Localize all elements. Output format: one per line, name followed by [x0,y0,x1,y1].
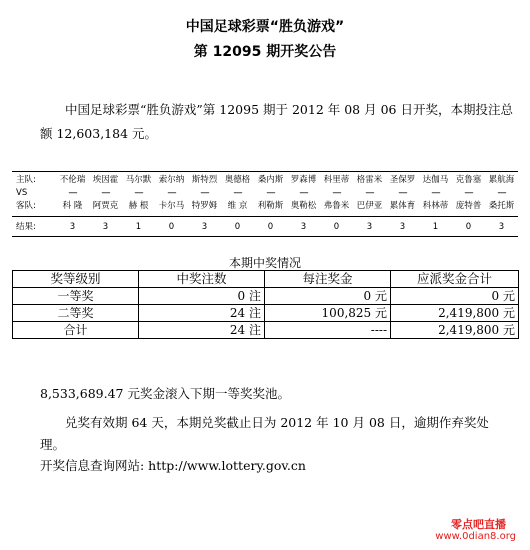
match-cell-away: 科 隆 [56,200,89,217]
match-cell-vs: ---- [299,188,308,198]
header-per-prize: 每注奖金 [265,271,391,288]
match-cell-result: 3 [56,217,89,237]
prize-per: 100,825 元 [265,305,391,322]
prize-total: 2,419,800 元 [391,305,519,322]
match-row-home [12,172,518,188]
match-row-label: VS [16,188,28,198]
prize-table-caption: 本期中奖情况 [228,256,301,270]
match-cell-away: 维 京 [221,200,254,217]
match-table [12,171,518,237]
match-cell-home: 马尔默 [122,172,155,188]
match-cell-home: 不伦瑞 [56,172,89,188]
match-cell-vs: ---- [101,188,110,198]
match-cell-result: 0 [254,217,287,237]
match-cell-result: 1 [122,217,155,237]
match-cell-result: 3 [188,217,221,237]
match-row-result [12,217,518,237]
match-row-vs [12,187,518,200]
match-cell-vs: ---- [233,188,242,198]
rollover-note: 8,533,689.47 元奖金滚入下期一等奖奖池。 [40,386,290,401]
match-cell-result: 0 [320,217,353,237]
match-cell-result: 3 [485,217,518,237]
header-level: 奖等级别 [13,271,139,288]
announcement-title: 中国足球彩票“胜负游戏” [185,19,345,35]
match-cell-home: 格雷米 [353,172,386,188]
match-cell-result: 0 [452,217,485,237]
prize-header-row [13,271,519,288]
match-row-label: 结果: [12,217,56,237]
match-cell-away: 赫 根 [122,200,155,217]
match-cell-home: 克鲁塞 [452,172,485,188]
header-count: 中奖注数 [139,271,265,288]
prize-row-total [13,322,519,339]
prize-total: 0 元 [391,288,519,305]
match-cell-result: 3 [287,217,320,237]
match-cell-vs: ---- [464,188,473,198]
match-cell-result: 3 [353,217,386,237]
prize-total: 2,419,800 元 [391,322,519,339]
match-cell-vs: ---- [365,188,374,198]
match-cell-away: 累体育 [386,200,419,217]
match-cell-home: 奥德格 [221,172,254,188]
match-cell-vs: ---- [68,188,77,198]
prize-table [12,270,519,339]
match-cell-home: 达伽马 [419,172,452,188]
match-cell-vs: ---- [431,188,440,198]
match-cell-home: 科里蒂 [320,172,353,188]
match-row-away [12,200,518,217]
match-cell-away: 利勒斯 [254,200,287,217]
match-cell-away: 巴伊亚 [353,200,386,217]
match-cell-away: 阿贾克 [89,200,122,217]
match-cell-away: 桑托斯 [485,200,518,217]
prize-count: 24 注 [139,305,265,322]
match-cell-away: 卡尔马 [155,200,188,217]
watermark-url: www.0dian8.org [435,531,516,542]
prize-count: 24 注 [139,322,265,339]
match-cell-home: 圣保罗 [386,172,419,188]
prize-count: 0 注 [139,288,265,305]
match-cell-home: 桑内斯 [254,172,287,188]
prize-row-first [13,288,519,305]
match-cell-vs: ---- [332,188,341,198]
match-cell-vs: ---- [200,188,209,198]
prize-per: ---- [265,322,391,339]
prize-level: 合计 [13,322,139,339]
match-cell-vs: ---- [266,188,275,198]
match-cell-home: 斯特烈 [188,172,221,188]
match-cell-vs: ---- [497,188,506,198]
match-cell-home: 索尔纳 [155,172,188,188]
match-cell-away: 科林蒂 [419,200,452,217]
announcement-subtitle: 第 12095 期开奖公告 [193,44,337,60]
prize-level: 二等奖 [13,305,139,322]
match-cell-result: 3 [89,217,122,237]
match-cell-away: 特罗姆 [188,200,221,217]
match-cell-vs: ---- [134,188,143,198]
prize-per: 0 元 [265,288,391,305]
match-cell-away: 庞特普 [452,200,485,217]
match-cell-vs: ---- [167,188,176,198]
prize-level: 一等奖 [13,288,139,305]
match-cell-away: 弗鲁米 [320,200,353,217]
watermark-title: 零点吧直播 [451,518,506,531]
match-row-label: 客队: [12,200,56,217]
match-cell-result: 3 [386,217,419,237]
match-cell-result: 0 [155,217,188,237]
validity-note: 兑奖有效期 64 天，本期兑奖截止日为 2012 年 10 月 08 日，逾期作弃奖处理。 [40,415,489,452]
match-cell-result: 1 [419,217,452,237]
match-cell-home: 罗森博 [287,172,320,188]
prize-row-second [13,305,519,322]
match-cell-home: 埃因霍 [89,172,122,188]
match-cell-home: 累航海 [485,172,518,188]
match-cell-result: 0 [221,217,254,237]
match-cell-vs: ---- [398,188,407,198]
match-row-label: 主队: [12,172,56,188]
header-total: 应派奖金合计 [391,271,519,288]
announcement-paragraph: 中国足球彩票“胜负游戏”第 12095 期于 2012 年 08 月 06 日开奖，本期投注总额 12,603,184 元。 [40,102,513,141]
website-link[interactable]: 开奖信息查询网站: http://www.lottery.gov.cn [40,458,306,473]
match-cell-away: 奥勒松 [287,200,320,217]
